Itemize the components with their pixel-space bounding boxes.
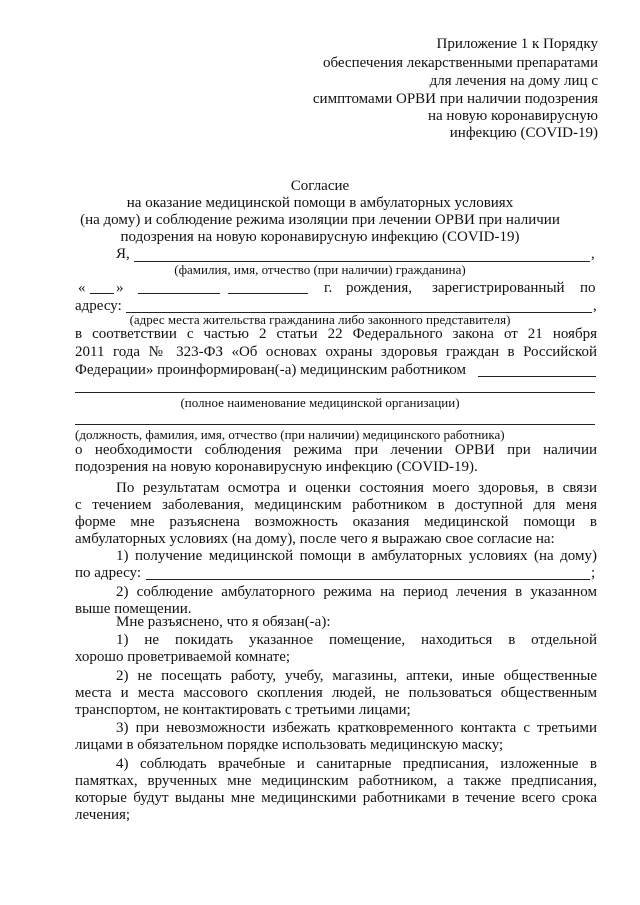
duty-4-cont: памятках, врученных мне медицинским работником, а также предписания,	[75, 773, 597, 789]
worker-caption: (должность, фамилия, имя, отчество (при наличии) медицинского работника)	[75, 427, 505, 442]
i-label: Я,	[116, 246, 130, 262]
address-label: адресу:	[75, 298, 122, 314]
title-line: на оказание медицинской помощи в амбулаторных условиях	[126, 195, 514, 211]
duty-1-cont: хорошо проветриваемой комнате;	[75, 649, 291, 665]
duty-4-cont: лечения;	[75, 807, 131, 823]
worker-details-field[interactable]	[75, 424, 595, 425]
quote-close: »	[116, 280, 124, 296]
quote-open: «	[78, 280, 86, 296]
law-line: 2011 года № 323-ФЗ «Об основах охраны здоровья граждан в Российской	[75, 344, 597, 360]
duty-3: 3) при невозможности избежать кратковременного контакта с третьими	[116, 720, 597, 736]
name-caption: (фамилия, имя, отчество (при наличии) гражданина)	[174, 262, 466, 277]
consent-item-2: 2) соблюдение амбулаторного режима на период лечения в указанном	[116, 584, 597, 600]
title-line: (на дому) и соблюдение режима изоляции при лечении ОРВИ при наличии	[80, 212, 560, 228]
item1-semicolon: ;	[591, 565, 596, 581]
name-comma: ,	[591, 246, 595, 262]
year-label: г.	[324, 280, 333, 296]
address-caption: (адрес места жительства гражданина либо законного представителя)	[129, 312, 511, 327]
duty-4-cont: которые будут выданы мне медицинскими работниками в течение всего срока	[75, 790, 597, 806]
duty-4: 4) соблюдать врачебные и санитарные предписания, изложенные в	[116, 756, 597, 772]
appendix-line: на новую коронавирусную	[427, 108, 598, 124]
birth-month-field[interactable]	[138, 293, 220, 294]
birth-label: рождения,	[346, 280, 412, 296]
necessity-line: подозрения на новую коронавирусную инфекцию (COVID-19).	[75, 459, 478, 475]
document-title: Согласие	[290, 178, 350, 194]
appendix-line: симптомами ОРВИ при наличии подозрения	[312, 91, 598, 107]
consent-item-1: 1) получение медицинской помощи в амбулаторных условиях (на дому)	[116, 548, 597, 564]
treatment-address-field[interactable]	[146, 579, 590, 580]
appendix-line: Приложение 1 к Порядку	[436, 36, 598, 52]
results-line: с течением заболевания, медицинским работником в доступной для меня	[75, 497, 597, 513]
results-line: амбулаторных условиях (на дому), после чего я выражаю свое согласие на:	[75, 531, 555, 547]
birth-day-field[interactable]	[90, 293, 114, 294]
necessity-line: о необходимости соблюдения режима при лечении ОРВИ при наличии	[75, 442, 597, 458]
po-label: по	[580, 280, 596, 296]
results-line: По результатам осмотра и оценки состояния моего здоровья, в связи	[116, 480, 597, 496]
duty-2-cont: места и места массового скопления людей, не пользоваться общественным	[75, 685, 597, 701]
address-comma: ,	[593, 298, 597, 314]
worker-field[interactable]	[478, 376, 596, 377]
appendix-line: для лечения на дому лиц с	[429, 73, 598, 89]
registered-label: зарегистрированный	[432, 280, 565, 296]
duty-3-cont: лицами в обязательном порядке использовать медицинскую маску;	[75, 737, 504, 753]
birth-year-field[interactable]	[228, 293, 308, 294]
organization-field[interactable]	[75, 392, 595, 393]
duty-2-cont: транспортом, не контактировать с третьими лицами;	[75, 702, 411, 718]
organization-caption: (полное наименование медицинской организации)	[180, 395, 460, 410]
appendix-line: инфекцию (COVID-19)	[449, 125, 598, 141]
obliged-heading: Мне разъяснено, что я обязан(-а):	[116, 614, 331, 630]
duty-2: 2) не посещать работу, учебу, магазины, аптеки, иные общественные	[116, 668, 597, 684]
title-line: подозрения на новую коронавирусную инфекцию (COVID-19)	[120, 229, 520, 245]
appendix-line: обеспечения лекарственными препаратами	[322, 55, 598, 71]
duty-1: 1) не покидать указанное помещение, находиться в отдельной	[116, 632, 597, 648]
law-line: Федерации» проинформирован(-а) медицинским работником	[75, 362, 466, 378]
results-line: форме мне разъяснена возможность оказания медицинской помощи в	[75, 514, 597, 530]
law-line: в соответствии с частью 2 статьи 22 Федерального закона от 21 ноября	[75, 326, 597, 342]
item1-address-label: по адресу:	[75, 565, 142, 581]
consent-item-2-cont: выше помещении.	[75, 601, 192, 617]
